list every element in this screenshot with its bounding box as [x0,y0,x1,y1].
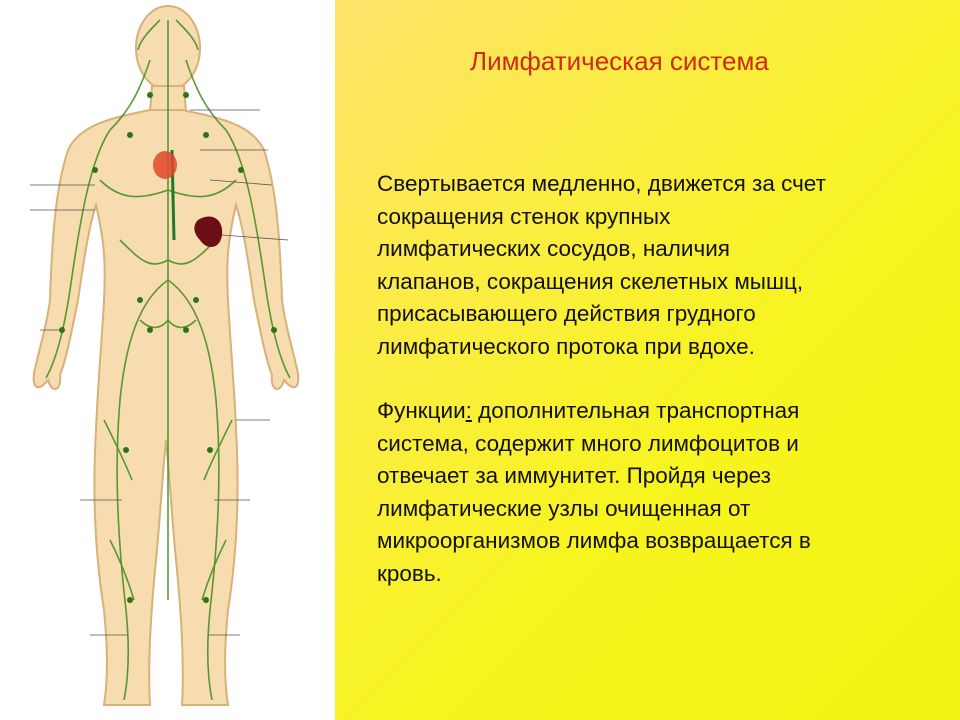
text-line: система, содержит много лимфоцитов и [377,430,799,456]
text-line: Свертывается медленно, движется за счет [377,171,826,196]
functions-colon: : [465,398,472,423]
text-line: клапанов, сокращения скелетных мышц, [377,268,804,294]
text-line: лимфатического протока при вдохе. [377,333,755,359]
text-line: лимфатические узлы очищенная от [377,495,751,521]
text-panel [335,0,960,720]
text-line: лимфатических сосудов, наличия [377,236,730,261]
functions-label: Функции [377,398,466,423]
functions-first-line: дополнительная транспортная [471,398,800,423]
text-line: кровь. [377,560,442,586]
text-line: сокращения стенок крупных [377,203,671,229]
text-line: отвечает за иммунитет. Пройдя через [377,463,771,488]
paragraph-functions [377,395,937,590]
body-silhouette [34,6,299,705]
text-line [377,395,937,428]
lymphatic-system-illustration [0,0,335,720]
heart-icon [153,151,177,179]
text-line: микроорганизмов лимфа возвращается в [377,528,811,553]
paragraph-lymph-movement [377,168,937,363]
slide-title: Лимфатическая система [470,46,769,76]
text-line: присасывающего действия грудного [377,301,756,326]
lymph-vessels [46,20,290,700]
anatomy-figure [0,0,335,720]
